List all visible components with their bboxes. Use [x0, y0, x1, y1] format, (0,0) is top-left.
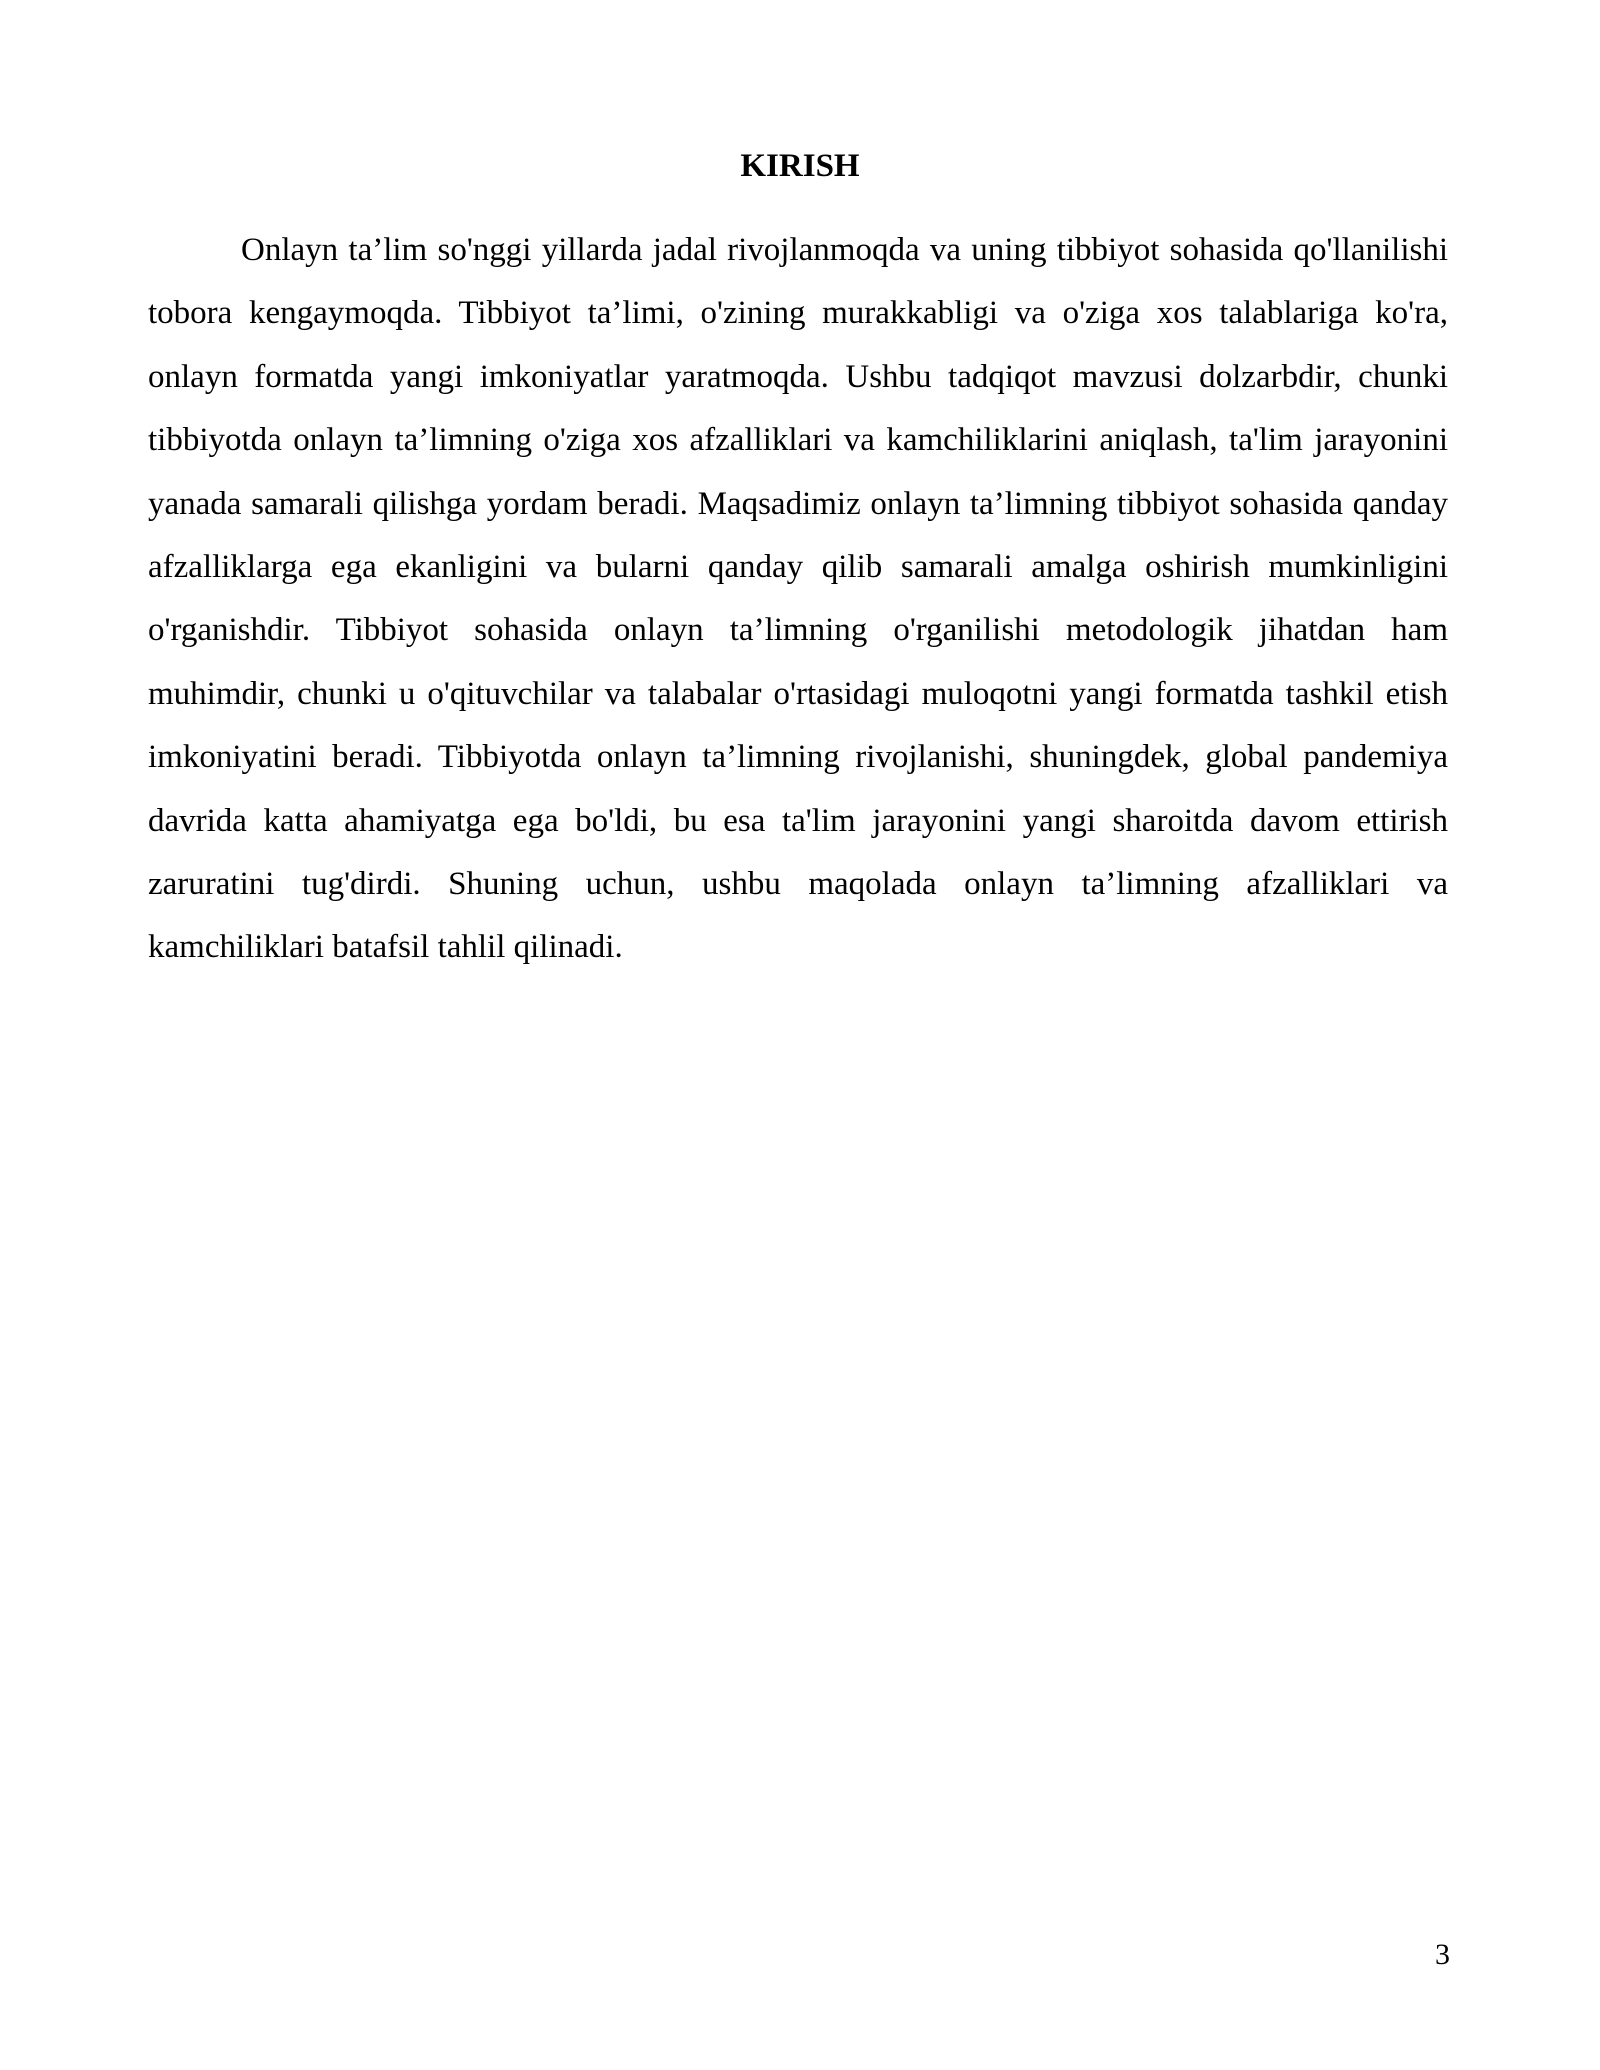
intro-paragraph: Onlayn ta’lim so'nggi yillarda jadal rivojlanmoqda va uning tibbiyot sohasida qo'llanilishi tobora kengaymoqda. Tibbiyot ta’limi, o'zining murakkabligi va o'ziga xos talablariga ko'ra, onlayn formatda yangi imkoniyatlar yaratmoqda. Ushbu tadqiqot mavzusi dolzarbdir, chunki tibbiyotda onlayn ta’limning o'ziga xos afzalliklari va kamchiliklarini aniqlash, ta'lim jarayonini yanada samarali qilishga yordam beradi. Maqsadimiz onlayn ta’limning tibbiyot sohasida qanday afzalliklarga ega ekanligini va bularni qanday qilib samarali amalga oshirish mumkinligini o'rganishdir. Tibbiyot sohasida onlayn ta’limning o'rganilishi metodologik jihatdan ham muhimdir, chunki u o'qituvchilar va talabalar o'rtasidagi muloqotni yangi formatda tashkil etish imkoniyatini beradi. Tibbiyotda onlayn ta’limning rivojlanishi, shuningdek, global pandemiya davrida katta ahamiyatga ega bo'ldi, bu esa ta'lim jarayonini yangi sharoitda davom ettirish zaruratini tug'dirdi. Shuning uchun, ushbu maqolada onlayn ta’limning afzalliklari va kamchiliklari batafsil tahlil qilinadi.: [148, 232, 1448, 966]
page-number: 3: [1435, 1938, 1450, 1971]
section-heading: KIRISH: [740, 148, 860, 184]
